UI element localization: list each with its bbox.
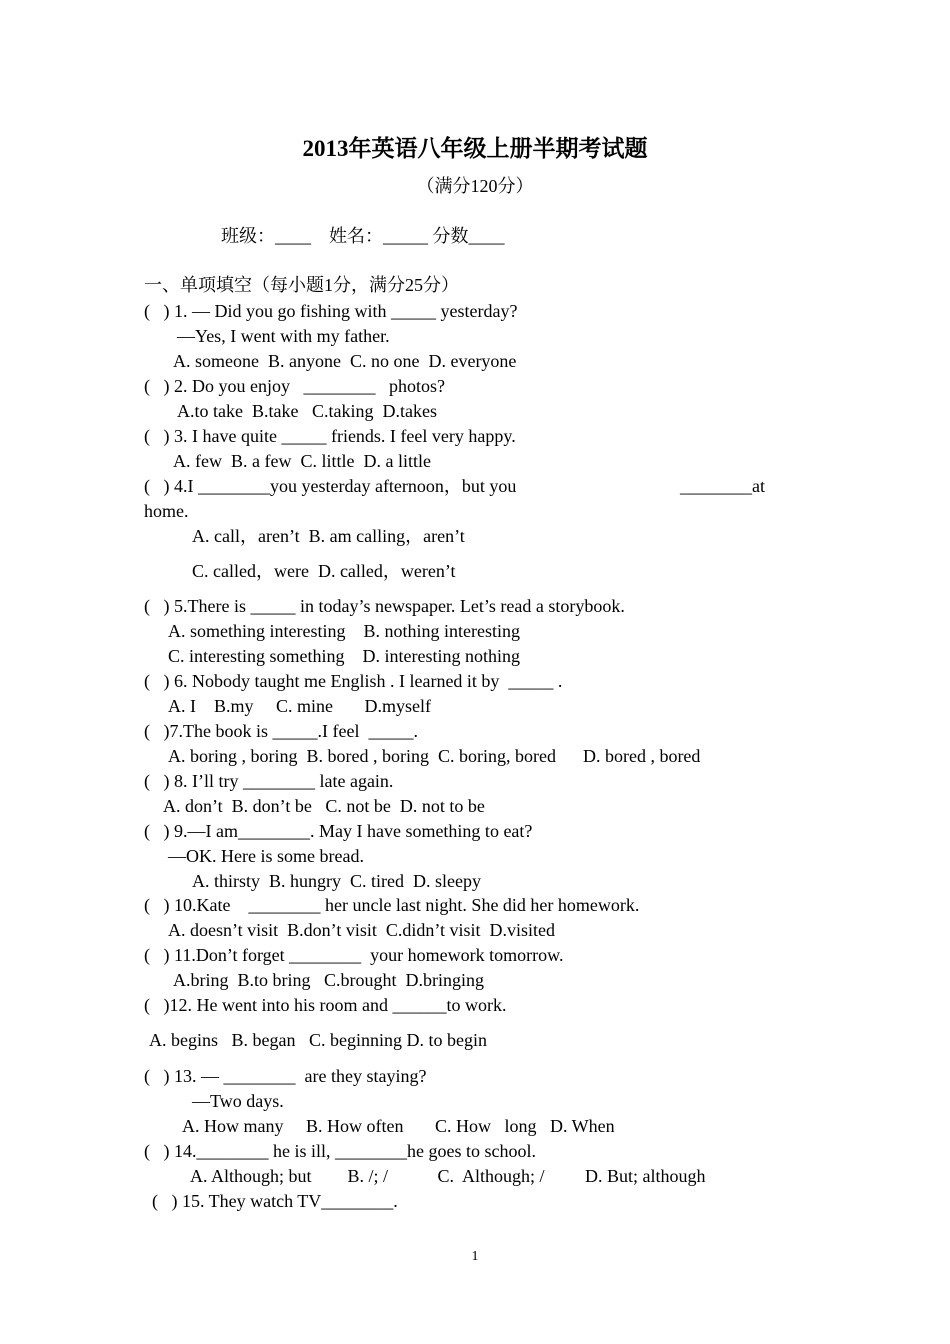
student-info-line: 班级：____ 姓名：_____ 分数____	[221, 226, 505, 246]
page-number: 1	[471, 1249, 479, 1264]
question-9-dialog: —OK. Here is some bread.	[168, 846, 364, 866]
question-9-options: A. thirsty B. hungry C. tired D. sleepy	[192, 871, 481, 891]
question-5-options-cd: C. interesting something D. interesting nothing	[168, 646, 520, 666]
question-12: ( )12. He went into his room and ______to work.	[144, 995, 507, 1015]
question-4-options-cd: C. called，were D. called，weren’t	[192, 561, 456, 581]
question-2-options: A.to take B.take C.taking D.takes	[177, 401, 437, 421]
question-4: ( ) 4.I ________you yesterday afternoon，but you	[144, 476, 517, 496]
question-12-options: A. begins B. began C. beginning D. to begin	[149, 1030, 487, 1050]
question-13-dialog: —Two days.	[192, 1091, 284, 1111]
question-8: ( ) 8. I’ll try ________ late again.	[144, 771, 394, 791]
question-13-options: A. How many B. How often C. How long D. When	[182, 1116, 615, 1136]
question-1-options: A. someone B. anyone C. no one D. everyone	[173, 351, 517, 371]
question-4-options-ab: A. call，aren’t B. am calling，aren’t	[192, 526, 465, 546]
question-7: ( )7.The book is _____.I feel _____.	[144, 721, 418, 741]
exam-title: 2013年英语八年级上册半期考试题	[302, 136, 648, 161]
question-13: ( ) 13. — ________ are they staying?	[144, 1066, 427, 1086]
question-7-options: A. boring , boring B. bored , boring C. boring, bored D. bored , bored	[168, 746, 701, 766]
question-6: ( ) 6. Nobody taught me English . I learned it by _____ .	[144, 671, 563, 691]
question-14: ( ) 14.________ he is ill, ________he goes to school.	[144, 1141, 536, 1161]
question-5-options-ab: A. something interesting B. nothing interesting	[168, 621, 520, 641]
question-5: ( ) 5.There is _____ in today’s newspaper. Let’s read a storybook.	[144, 596, 625, 616]
question-11-options: A.bring B.to bring C.brought D.bringing	[173, 970, 484, 990]
question-15: ( ) 15. They watch TV________.	[152, 1191, 398, 1211]
question-8-options: A. don’t B. don’t be C. not be D. not to be	[163, 796, 485, 816]
question-4-blank: ________at	[680, 476, 765, 496]
section-heading: 一、单项填空（每小题1分，满分25分）	[144, 275, 459, 295]
exam-subtitle: （满分120分）	[416, 176, 534, 196]
question-9: ( ) 9.—I am________. May I have something to eat?	[144, 821, 533, 841]
question-1-dialog: —Yes, I went with my father.	[177, 326, 390, 346]
question-3-options: A. few B. a few C. little D. a little	[173, 451, 431, 471]
question-10: ( ) 10.Kate ________ her uncle last night. She did her homework.	[144, 895, 640, 915]
question-10-options: A. doesn’t visit B.don’t visit C.didn’t visit D.visited	[168, 920, 556, 940]
question-4-continued: home.	[144, 501, 189, 521]
question-14-options: A. Although; but B. /; / C. Although; / D. But; although	[190, 1166, 706, 1186]
question-1: ( ) 1. — Did you go fishing with _____ yesterday?	[144, 301, 518, 321]
question-6-options: A. I B.my C. mine D.myself	[168, 696, 431, 716]
question-2: ( ) 2. Do you enjoy ________ photos?	[144, 376, 445, 396]
question-11: ( ) 11.Don’t forget ________ your homework tomorrow.	[144, 945, 564, 965]
question-3: ( ) 3. I have quite _____ friends. I feel very happy.	[144, 426, 516, 446]
